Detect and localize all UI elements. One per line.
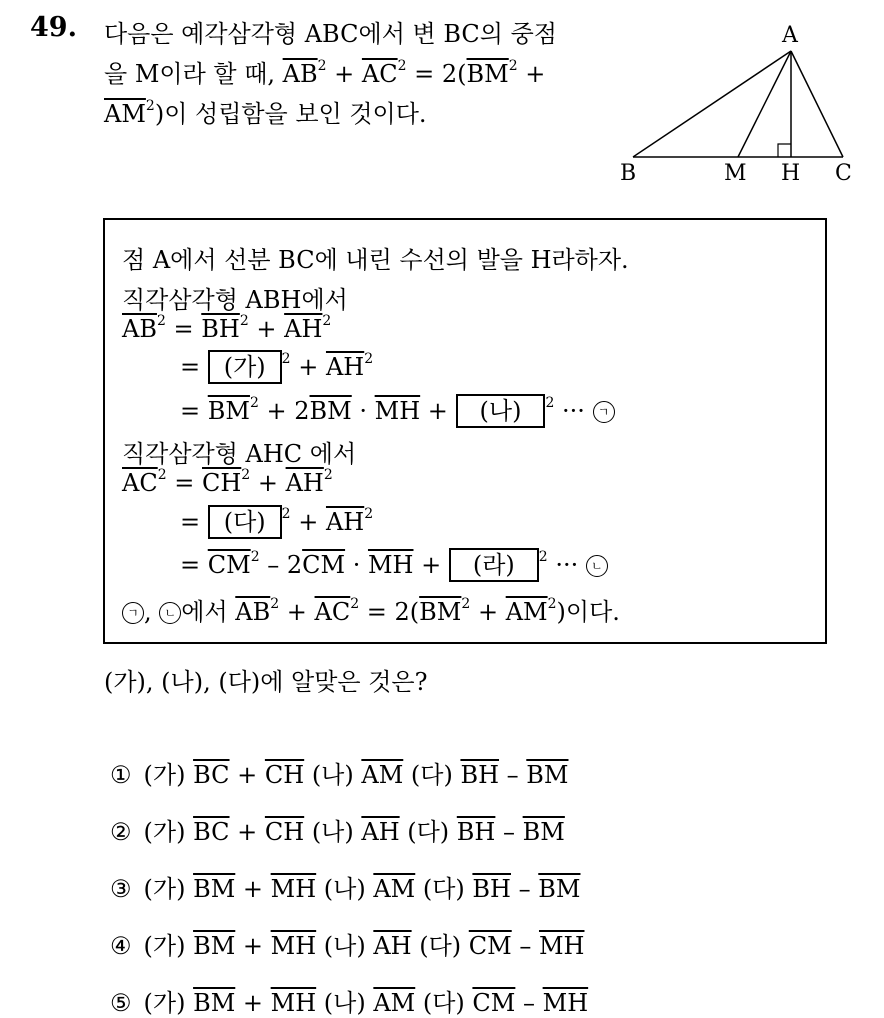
label-m: M	[724, 161, 747, 186]
proof-eq1: $\overline{AB}^2 = \overline{BH}^2 + \overline{AH}^2$	[122, 313, 332, 343]
choice-tag-da: (다)	[415, 989, 473, 1017]
choice-da-term-2: $\overline{BM}$	[538, 875, 581, 903]
choice-ga-term-2: $\overline{MH}$	[270, 932, 317, 960]
label-h: H	[781, 161, 801, 186]
choice-da-term-2: $\overline{MH}$	[538, 932, 585, 960]
choice-tag-na: (나)	[316, 875, 374, 903]
choice-option[interactable]	[110, 755, 569, 790]
proof-eq3: = $\overline{BM}^2 + 2\overline{BM} \cdot \overline{MH}$ + (나) $^2$ ··· ㄱ	[180, 394, 615, 428]
proof-eq2: = (가) $^2 + \overline{AH}^2$	[180, 350, 373, 384]
choice-option[interactable]	[110, 869, 580, 904]
choice-da-term-1: $\overline{BH}$	[460, 761, 500, 789]
choice-number: ④	[110, 932, 132, 960]
choice-da-term-1: $\overline{BH}$	[456, 818, 496, 846]
mark-2-ref: ㄴ	[159, 602, 181, 624]
choice-tag-ga: (가)	[143, 818, 194, 846]
blank-ra: (라)	[449, 548, 539, 582]
choice-da-op: –	[511, 875, 539, 903]
label-b: B	[620, 161, 637, 186]
proof-eq6: = $\overline{CM}^2 - 2\overline{CM} \cdot \overline{MH}$ + (라) $^2$ ··· ㄴ	[180, 548, 608, 582]
choice-na-term: $\overline{AM}$	[373, 875, 416, 903]
choice-tag-na: (나)	[304, 761, 362, 789]
choice-number: ①	[110, 761, 132, 789]
choice-ga-op: +	[229, 761, 265, 789]
choice-ga-op: +	[235, 875, 271, 903]
choice-option[interactable]	[110, 812, 565, 847]
choice-da-op: –	[495, 818, 523, 846]
mark-1-ref: ㄱ	[122, 602, 144, 624]
choice-tag-da: (다)	[403, 761, 461, 789]
question-line-2-prefix: 을 M이라 할 때,	[104, 60, 283, 88]
choice-tag-na: (나)	[304, 818, 362, 846]
choice-ga-term-1: $\overline{BC}$	[193, 761, 230, 789]
side-ac	[791, 51, 843, 157]
triangle-figure	[600, 18, 870, 188]
proof-eq4: $\overline{AC}^2 = \overline{CH}^2 + \overline{AH}^2$	[122, 467, 333, 497]
proof-tri1: 직각삼각형 ABH에서	[122, 286, 348, 314]
choice-na-term: $\overline{AH}$	[373, 932, 412, 960]
choice-number: ③	[110, 875, 132, 903]
question-line-3-suffix: )이 성립함을 보인 것이다.	[154, 100, 427, 128]
choice-tag-da: (다)	[415, 875, 473, 903]
choice-ga-term-1: $\overline{BM}$	[193, 875, 236, 903]
choice-tag-na: (나)	[316, 989, 374, 1017]
blank-da: (다)	[208, 505, 282, 539]
choice-tag-ga: (가)	[143, 761, 194, 789]
choice-da-op: –	[499, 761, 527, 789]
label-c: C	[835, 161, 852, 186]
choice-tag-da: (다)	[411, 932, 469, 960]
proof-intro: 점 A에서 선분 BC에 내린 수선의 발을 H라하자.	[122, 246, 629, 274]
choice-da-term-2: $\overline{MH}$	[542, 989, 589, 1017]
choice-da-term-1: $\overline{BH}$	[472, 875, 511, 903]
mark-1: ㄱ	[593, 401, 615, 423]
choice-da-op: –	[515, 989, 543, 1017]
choice-tag-ga: (가)	[143, 875, 194, 903]
conclusion-mid: 에서	[181, 598, 228, 626]
choice-number: ⑤	[110, 989, 132, 1017]
choice-ga-term-1: $\overline{BM}$	[193, 989, 236, 1017]
choice-option[interactable]	[110, 983, 588, 1018]
choice-tag-ga: (가)	[143, 989, 194, 1017]
choice-ga-op: +	[229, 818, 265, 846]
choice-ga-op: +	[235, 989, 271, 1017]
proof-tri2: 직각삼각형 AHC 에서	[122, 440, 357, 468]
side-ab	[633, 51, 791, 157]
choice-ga-op: +	[235, 932, 271, 960]
choice-ga-term-1: $\overline{BC}$	[193, 818, 230, 846]
question-line-1: 다음은 예각삼각형 ABC에서 변 BC의 중점	[104, 20, 557, 48]
choice-ga-term-2: $\overline{MH}$	[270, 875, 317, 903]
question-line-3: $\overline{AM}^2$)이 성립함을 보인 것이다.	[104, 98, 427, 128]
choice-ga-term-2: $\overline{CH}$	[264, 761, 305, 789]
choice-na-term: $\overline{AM}$	[373, 989, 416, 1017]
choice-number: ②	[110, 818, 132, 846]
proof-eq5: = (다) $^2 + \overline{AH}^2$	[180, 505, 373, 539]
question-line-2: 을 M이라 할 때, $\overline{AB}^2 + \overline{AC}^2 = 2(\overline{BM}^2$ +	[104, 58, 546, 88]
question-prompt: (가), (나), (다)에 알맞은 것은?	[104, 668, 428, 696]
blank-ga: (가)	[208, 350, 282, 384]
choice-da-term-1: $\overline{CM}$	[472, 989, 516, 1017]
choice-option[interactable]	[110, 926, 585, 961]
blank-na: (나)	[456, 394, 546, 428]
choice-ga-term-2: $\overline{CH}$	[264, 818, 305, 846]
mark-2: ㄴ	[586, 555, 608, 577]
choice-da-term-1: $\overline{CM}$	[468, 932, 512, 960]
median-am	[738, 51, 791, 157]
proof-conclusion: ㄱ , ㄴ 에서 $\overline{AB}^2 + \overline{AC}^2 = 2(\overline{BM}^2 + \overline{AM}^2)$이다.	[122, 592, 620, 627]
choice-da-op: –	[511, 932, 539, 960]
choice-da-term-2: $\overline{BM}$	[522, 818, 565, 846]
choice-tag-na: (나)	[316, 932, 374, 960]
choice-da-term-2: $\overline{BM}$	[526, 761, 569, 789]
choice-na-term: $\overline{AH}$	[361, 818, 400, 846]
choice-tag-ga: (가)	[143, 932, 194, 960]
right-angle-mark	[778, 144, 791, 157]
choice-na-term: $\overline{AM}$	[361, 761, 404, 789]
question-number: 49.	[30, 12, 77, 43]
label-a: A	[782, 23, 798, 48]
choice-tag-da: (다)	[399, 818, 457, 846]
choice-ga-term-1: $\overline{BM}$	[193, 932, 236, 960]
choice-ga-term-2: $\overline{MH}$	[270, 989, 317, 1017]
conclusion-suffix: 이다.	[565, 598, 620, 626]
